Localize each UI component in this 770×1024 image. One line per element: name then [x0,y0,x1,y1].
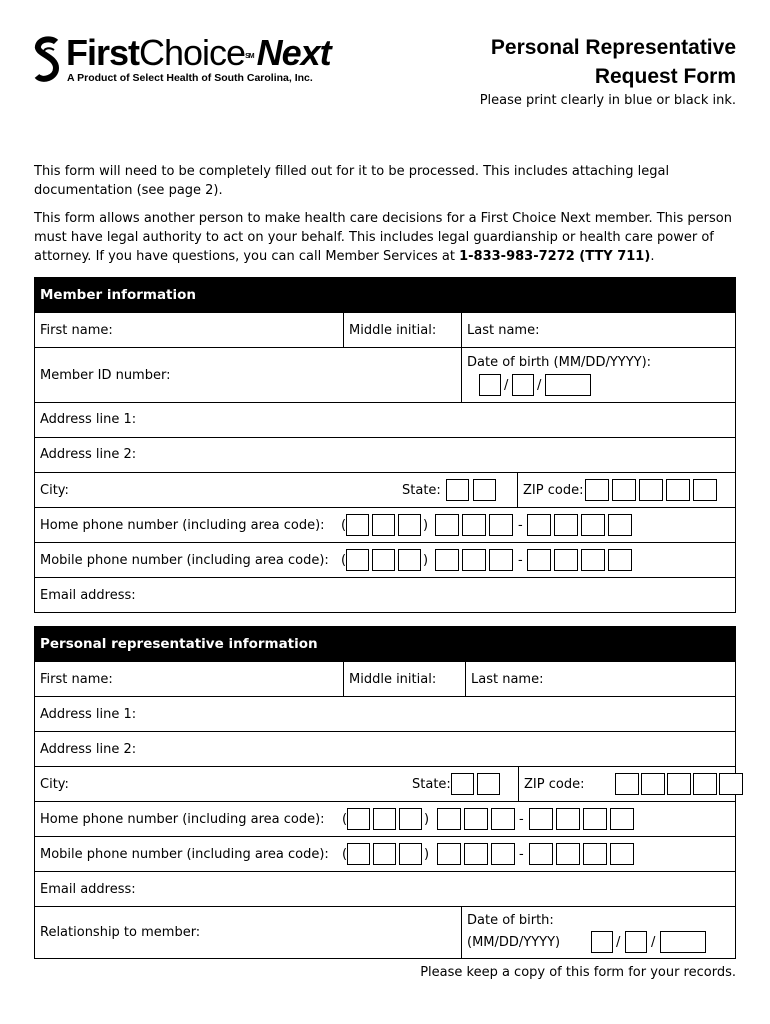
member-zip-box-1[interactable] [585,479,609,501]
intro-paragraph-2: This form allows another person to make health care decisions for a First Choice Next member. This person must have legal authority to act on your behalf. This includes legal guardianship or health care power of attorney. If you have questions, you can call Member Services at 1-833-983-7272 (TTY 711). [34,211,732,264]
footer-note: Please keep a copy of this form for your records. [420,965,736,980]
member-zip-field: ZIP code: [517,473,735,507]
member-home-phone-row: Home phone number (including area code): ( ) - [35,508,735,543]
rep-home-line-box-1[interactable] [529,808,553,830]
member-home-area-box-3[interactable] [398,514,421,536]
member-id-dob-row [35,348,735,403]
member-home-line-box-3[interactable] [581,514,605,536]
member-mobile-prefix-box-2[interactable] [462,549,486,571]
member-home-area-box-2[interactable] [372,514,395,536]
member-zip-box-5[interactable] [693,479,717,501]
member-state-box-1[interactable] [446,479,469,501]
member-dob-field: Date of birth (MM/DD/YYYY): / / [461,348,735,402]
rep-zip-box-2[interactable] [641,773,665,795]
rep-address-line-1-field[interactable]: Address line 1: [35,697,735,732]
rep-home-prefix-box-1[interactable] [437,808,461,830]
logo-wordmark: FirstChoice℠Next [66,32,331,73]
member-zip-box-4[interactable] [666,479,690,501]
rep-middle-initial-field[interactable]: Middle initial: [343,662,465,696]
member-information-section [34,277,736,613]
member-services-phone: 1-833-983-7272 (TTY 711) [459,249,651,264]
rep-zip-box-1[interactable] [615,773,639,795]
rep-address-line-2-field[interactable]: Address line 2: [35,732,735,767]
member-mobile-area-box-3[interactable] [398,549,421,571]
intro-paragraph-1: This form will need to be completely filled out for it to be processed. This includes attaching legal documentation (see page 2). [34,164,670,198]
member-mobile-line-box-4[interactable] [608,549,632,571]
member-dob-day-box[interactable] [512,374,534,396]
member-home-area-box-1[interactable] [346,514,369,536]
member-information-heading: Member information [35,278,735,313]
member-home-prefix-box-2[interactable] [462,514,486,536]
rep-email-field[interactable]: Email address: [35,872,735,907]
member-mobile-phone-row: Mobile phone number (including area code): ( ) - [35,543,735,578]
member-home-prefix-box-1[interactable] [435,514,459,536]
rep-mobile-prefix-box-2[interactable] [464,843,488,865]
rep-home-area-box-1[interactable] [347,808,370,830]
member-address-line-2-field[interactable]: Address line 2: [35,438,735,473]
member-dob-month-box[interactable] [479,374,501,396]
member-mobile-prefix-box-1[interactable] [435,549,459,571]
member-home-line-box-2[interactable] [554,514,578,536]
member-city-field[interactable]: City: [40,483,69,498]
rep-home-line-box-4[interactable] [610,808,634,830]
member-id-field[interactable]: Member ID number: [40,368,171,383]
rep-home-line-box-2[interactable] [556,808,580,830]
rep-state-box-2[interactable] [477,773,500,795]
rep-city-state-zip-row [35,767,735,802]
rep-mobile-area-box-2[interactable] [373,843,396,865]
rep-mobile-line-box-3[interactable] [583,843,607,865]
rep-home-area-box-3[interactable] [399,808,422,830]
member-city-state-zip-row [35,473,735,508]
rep-dob-field: Date of birth: (MM/DD/YYYY) / / [461,907,735,958]
member-mobile-line-box-1[interactable] [527,549,551,571]
rep-home-line-box-3[interactable] [583,808,607,830]
rep-mobile-area-box-1[interactable] [347,843,370,865]
representative-information-heading: Personal representative information [35,627,735,662]
rep-name-row [35,662,735,697]
representative-information-section [34,626,736,959]
member-first-name-field[interactable]: First name: [40,323,113,338]
first-choice-next-logo [34,34,374,86]
rep-zip-field: ZIP code: [518,767,735,801]
member-middle-initial-field[interactable]: Middle initial: [343,313,461,347]
rep-mobile-line-box-4[interactable] [610,843,634,865]
rep-relationship-dob-row [35,907,735,959]
member-mobile-line-box-3[interactable] [581,549,605,571]
rep-home-area-box-2[interactable] [373,808,396,830]
rep-home-prefix-box-3[interactable] [491,808,515,830]
rep-mobile-line-box-1[interactable] [529,843,553,865]
rep-last-name-field[interactable]: Last name: [465,662,735,696]
rep-dob-year-box[interactable] [660,931,706,953]
member-last-name-field[interactable]: Last name: [461,313,735,347]
member-email-field[interactable]: Email address: [35,578,735,613]
rep-dob-day-box[interactable] [625,931,647,953]
member-home-line-box-4[interactable] [608,514,632,536]
rep-zip-box-4[interactable] [693,773,717,795]
rep-zip-box-3[interactable] [667,773,691,795]
form-title: Personal Representative Request Form [490,36,736,88]
member-home-prefix-box-3[interactable] [489,514,513,536]
rep-state-field: State: [407,767,518,801]
rep-city-field[interactable]: City: [40,777,69,792]
rep-mobile-phone-row: Mobile phone number (including area code): ( ) - [35,837,735,872]
rep-state-box-1[interactable] [451,773,474,795]
rep-mobile-prefix-box-3[interactable] [491,843,515,865]
member-name-row [35,313,735,348]
logo-subtitle: A Product of Select Health of South Carolina, Inc. [67,72,313,84]
rep-mobile-line-box-2[interactable] [556,843,580,865]
print-note: Please print clearly in blue or black ink. [479,93,736,108]
rep-home-phone-row: Home phone number (including area code): ( ) - [35,802,735,837]
rep-zip-box-5[interactable] [719,773,743,795]
rep-mobile-area-box-3[interactable] [399,843,422,865]
member-address-line-1-field[interactable]: Address line 1: [35,403,735,438]
logo-s-mark-icon [34,36,60,84]
member-state-field: State: [397,473,517,507]
rep-home-prefix-box-2[interactable] [464,808,488,830]
member-state-box-2[interactable] [473,479,496,501]
member-home-line-box-1[interactable] [527,514,551,536]
member-mobile-area-box-2[interactable] [372,549,395,571]
member-mobile-prefix-box-3[interactable] [489,549,513,571]
rep-first-name-field[interactable]: First name: [40,672,113,687]
rep-relationship-field[interactable]: Relationship to member: [40,925,201,940]
member-dob-year-box[interactable] [545,374,591,396]
member-mobile-area-box-1[interactable] [346,549,369,571]
member-zip-box-2[interactable] [612,479,636,501]
rep-mobile-prefix-box-1[interactable] [437,843,461,865]
member-zip-box-3[interactable] [639,479,663,501]
member-mobile-line-box-2[interactable] [554,549,578,571]
rep-dob-month-box[interactable] [591,931,613,953]
